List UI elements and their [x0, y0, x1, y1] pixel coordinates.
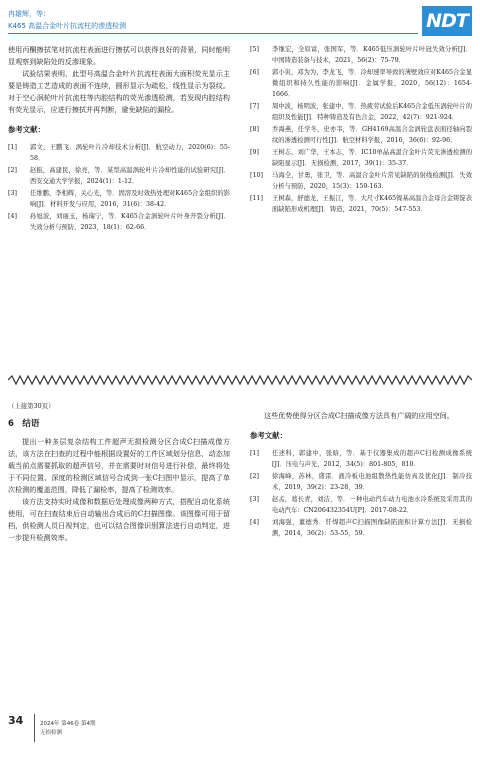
- body-paragraph: 使用丙酮擦拭笔对抗流柱表面进行擦拭可以获得良好的背景，同时能明显观察到缺陷处的反渗现象。: [8, 45, 230, 66]
- reference-number: [10]: [250, 172, 263, 179]
- journal-logo: NDT: [422, 6, 472, 36]
- top-left-column: [8, 44, 230, 234]
- reference-text: 马海全，甘勇，张卫，等．高温合金叶片常见缺陷的射线检测[J]．失效分析与预防，2020，15(3)：159-163．: [272, 172, 472, 190]
- reference-number: [8]: [250, 126, 259, 133]
- reference-item: [250, 471, 472, 493]
- reference-text: 乔海燕，任学冬，史亦韦，等．GH4169高温合金涡轮盘表面径轴向裂纹的渗透检测可行性[J]．航空材料学报，2016，36(6)：92-96．: [272, 126, 472, 144]
- body-paragraph: 该方法支持实时成像和数据后处理成像两种方式，搭配自动化系统使用，可在扫查结束后自动输出合成后的C扫描图像。该图像可用于留档，供检测人员日视判定，也可以结合图像识别算法进行自动判定，进一步提升检测效率。: [8, 497, 230, 542]
- body-paragraph: 提出一种多层复杂结构工件超声无损检测分区合成C扫描成像方法，该方法在扫查的过程中能根据设置好的工件区域划分信息，动态加载当前点需要抓取的超声信号，并在需要时对信号进行补偿，最终将处于不同位置、深度的检测区域信号合成到一张C扫图中显示，提高了单次检测的覆盖范围，降低了漏检率，提高了检测效率。: [8, 437, 230, 494]
- reference-text: 任维鹏，李相辉，关心光，等．固溶及时效热处理对K465合金组织的影响[J]．材料开发与应用，2016，31(6)：38-42．: [30, 190, 230, 208]
- header-authors: 冉雄辉，等：: [8, 10, 50, 18]
- body-paragraph: 这些优势使得分区合成C扫描成像方法具有广阔的应用空间。: [264, 411, 454, 420]
- reference-number: [1]: [8, 144, 17, 151]
- reference-item: [250, 494, 472, 516]
- reference-number: [1]: [250, 450, 259, 457]
- reference-number: [7]: [250, 103, 259, 110]
- reference-item: [250, 147, 472, 169]
- reference-number: [9]: [250, 149, 259, 156]
- reference-item: [8, 142, 230, 164]
- reference-number: [4]: [8, 213, 17, 220]
- reference-text: 王树志，刘广华，王本志，等．IC10单晶高温合金叶片荧光渗透检测的缺陷显示[J]．无损检测，2017，39(1)：35-37．: [272, 149, 472, 167]
- reference-item: [8, 188, 230, 210]
- reference-number: [2]: [8, 167, 17, 174]
- reference-number: [4]: [250, 519, 259, 526]
- reference-item: [250, 170, 472, 192]
- bottom-left-column: [8, 400, 230, 544]
- reference-number: [3]: [8, 190, 17, 197]
- reference-item: [250, 124, 472, 146]
- section-heading: 6 结语: [8, 419, 40, 429]
- journal-name: 无损检测: [40, 730, 63, 736]
- reference-text: 赵振，高建民，徐亮，等．某型高温涡轮叶片冷却性能的试验研究[J]．西安交通大学学报，2024(1)：1-12．: [30, 167, 230, 185]
- reference-text: 郭小寅，邓为为，李龙飞，等．冷却速率导致的薄壁效应对K465合金显微组织和持久性能的影响[J]．金属学报，2020，56(12)：1654-1666．: [272, 69, 472, 98]
- reference-number: [6]: [250, 69, 259, 76]
- header-title: K465 高温合金叶片抗流柱的渗透检测: [8, 22, 127, 30]
- bottom-right-column: [250, 410, 472, 540]
- reference-item: [250, 44, 472, 66]
- reference-number: [11]: [250, 195, 263, 202]
- reference-item: [250, 101, 472, 123]
- reference-item: [8, 211, 230, 233]
- reference-item: [250, 67, 472, 100]
- reference-text: 刘海强，董德秀．钎焊超声C扫描图像缺陷面积计算方法[J]．无损检测，2014，36(2)：53-55，59．: [272, 519, 472, 537]
- reference-item: [8, 165, 230, 187]
- section-divider: [8, 375, 472, 385]
- reference-text: 郭文，王鹏飞．涡轮叶片冷却技术分析[J]．航空动力，2020(6)：55-58．: [30, 144, 230, 162]
- references-title: 参考文献：: [250, 431, 287, 440]
- page-number: 34: [8, 714, 24, 727]
- body-paragraph: 试验结果表明，此型号高温合金叶片抗流柱表面大面积荧光显示主要是铸造工艺造成的表面不连续，圆形显示为疏松，线性显示为裂纹。对于空心涡轮叶片抗流柱等内腔结构的荧光渗透检测，若发现内腔结构有荧光显示，应进行擦拭并再判断，避免缺陷的漏检。: [8, 69, 230, 114]
- top-right-column: [250, 44, 472, 216]
- issue-info: 2024年 第46卷 第4期: [40, 721, 96, 727]
- reference-item: [250, 517, 472, 539]
- reference-number: [2]: [250, 473, 259, 480]
- references-title: 参考文献：: [8, 125, 45, 134]
- reference-text: 王树森，舒德龙，王振江，等．大尺寸K465镍基高温合金母合金铸锭表面缺陷形成机理[J]．铸造，2021，70(5)：547-553．: [272, 195, 472, 213]
- reference-text: 徐海峰，苏林，盛雷．液冷板电池组散热性能仿真及优化[J]．制冷技术，2019，39(2)：23-28，39．: [272, 473, 472, 491]
- reference-number: [3]: [250, 496, 259, 503]
- reference-item: [250, 448, 472, 470]
- reference-text: 孙旭波，刘丽玉，杨瑞宁，等．K465合金涡轮叶片叶身开裂分析[J]．失效分析与预防，2023，18(1)：62-66．: [30, 213, 230, 231]
- reference-item: [250, 193, 472, 215]
- footer-divider: [34, 714, 35, 742]
- page-footer: [8, 712, 208, 752]
- reference-text: 周中波，杨明波，张建中，等．热疲劳试验后K465合金低压涡轮叶片的组织及性能[J]．特种铸造及有色合金，2022，42(7)：921-924．: [272, 103, 472, 121]
- reference-text: 任述科，郭建中，张晗，等．基于仪器集成的超声C扫检测成像系统[J]．压电与声光，2012，34(5)：801-805，810．: [272, 450, 472, 468]
- header-rule: [8, 33, 418, 34]
- page-header: [0, 0, 480, 40]
- reference-text: 李继宏，全原富，张国军，等．K465低压涡轮叶片叶冠失效分析[J]．中国铸造装备与技术，2021，56(2)：75-79．: [272, 46, 472, 64]
- reference-text: 赵孟，葛长青，刘洁，等．一种电动汽车动力电池水冷系统及采用其的电动汽车：CN206432354U[P]．2017-08-22．: [272, 496, 472, 514]
- continued-note: （上接第30页）: [8, 402, 55, 410]
- reference-number: [5]: [250, 46, 259, 53]
